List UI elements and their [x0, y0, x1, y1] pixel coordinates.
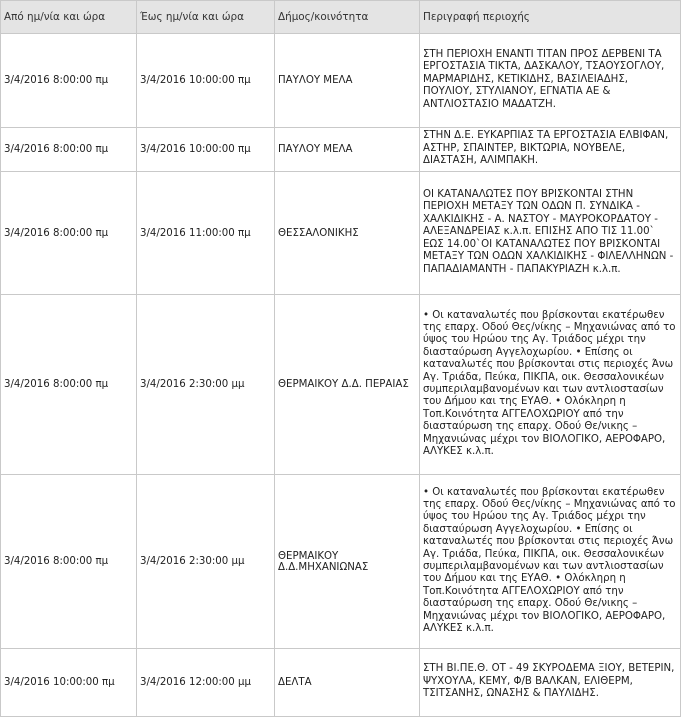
- cell-description: ΣΤΗ ΒΙ.ΠΕ.Θ. ΟΤ - 49 ΣΚΥΡΟΔΕΜΑ ΞΙΟΥ, ΒΕΤΕΡΙΝ, ΨΥΧΟΥΛΑ, ΚΕΜΥ, Φ/Β ΒΑΛΚΑΝ, ΕΛΙΘΕΡΜ, ΤΣΙΤΣΑΝΗΣ, ΩΝΑΣΗΣ & ΠΑΥΛΙΔΗΣ.: [420, 649, 681, 717]
- cell-to: 3/4/2016 10:00:00 πμ: [137, 34, 275, 128]
- header-description: Περιγραφή περιοχής: [420, 1, 681, 34]
- cell-to: 3/4/2016 10:00:00 πμ: [137, 128, 275, 172]
- table-row: [1, 649, 681, 717]
- cell-from: 3/4/2016 8:00:00 πμ: [1, 475, 137, 649]
- table-row: [1, 172, 681, 295]
- cell-municipality: ΘΕΣΣΑΛΟΝΙΚΗΣ: [275, 172, 420, 295]
- header-to: Έως ημ/νία και ώρα: [137, 1, 275, 34]
- cell-municipality: ΠΑΥΛΟΥ ΜΕΛΑ: [275, 128, 420, 172]
- cell-from: 3/4/2016 8:00:00 πμ: [1, 172, 137, 295]
- cell-from: 3/4/2016 8:00:00 πμ: [1, 34, 137, 128]
- cell-to: 3/4/2016 2:30:00 μμ: [137, 475, 275, 649]
- cell-municipality: ΘΕΡΜΑΙΚΟΥ Δ.Δ. ΠΕΡΑΙΑΣ: [275, 295, 420, 475]
- cell-description: • Οι καταναλωτές που βρίσκονται εκατέρωθεν της επαρχ. Οδού Θες/νίκης – Μηχανιώνας από το ύψος του Ηρώου της Αγ. Τριάδος μέχρι την διασταύρωση Αγγελοχωρίου. • Επίσης οι καταναλωτές που βρίσκονται στις περιοχές Άνω Αγ. Τριάδα, Πεύκα, ΠΙΚΠΑ, οικ. Θεσσαλονικέων συμπεριλαμβανομένων και των αντλιοστασίων του Δήμου και της ΕΥΑΘ. • Ολόκληρη η Τοπ.Κοινότητα ΑΓΓΕΛΟΧΩΡΙΟΥ από την διασταύρωση της επαρχ. Οδού Θε/νικης – Μηχανιώνας μέχρι τον ΒΙΟΛΟΓΙΚΟ, ΑΕΡΟΦΑΡΟ, ΑΛΥΚΕΣ κ.λ.π.: [420, 475, 681, 649]
- cell-description: ΣΤΗΝ Δ.Ε. ΕΥΚΑΡΠΙΑΣ ΤΑ ΕΡΓΟΣΤΑΣΙΑ ΕΛΒΙΦΑΝ, ΑΣΤΗΡ, ΣΠΑΙΝΤΕΡ, ΒΙΚΤΩΡΙΑ, ΝΟΥΒΕΛΕ, ΔΙΑΣΤΑΣΗ, ΑΛΙΜΠΑΚΗ.: [420, 128, 681, 172]
- cell-to: 3/4/2016 12:00:00 μμ: [137, 649, 275, 717]
- cell-to: 3/4/2016 2:30:00 μμ: [137, 295, 275, 475]
- table-row: [1, 295, 681, 475]
- header-municipality: Δήμος/κοινότητα: [275, 1, 420, 34]
- cell-from: 3/4/2016 10:00:00 πμ: [1, 649, 137, 717]
- cell-from: 3/4/2016 8:00:00 πμ: [1, 295, 137, 475]
- table-header-row: [1, 1, 681, 34]
- cell-to: 3/4/2016 11:00:00 πμ: [137, 172, 275, 295]
- cell-description: ΣΤΗ ΠΕΡΙΟΧΗ ΕΝΑΝΤΙ ΤΙΤΑΝ ΠΡΟΣ ΔΕΡΒΕΝΙ ΤΑ ΕΡΓΟΣΤΑΣΙΑ ΤΙΚΤΑ, ΔΑΣΚΑΛΟΥ, ΤΣΑΟΥΣΟΓΛΟΥ, ΜΑΡΜΑΡΙΔΗΣ, ΚΕΤΙΚΙΔΗΣ, ΒΑΣΙΛΕΙΑΔΗΣ, ΠΟΥΛΙΟΥ, ΣΤΥΛΙΑΝΟΥ, ΕΓΝΑΤΙΑ ΑΕ & ΑΝΤΛΙΟΣΤΑΣΙΟ ΜΑΔΑΤΖΗ.: [420, 34, 681, 128]
- cell-description: • Οι καταναλωτές που βρίσκονται εκατέρωθεν της επαρχ. Οδού Θες/νίκης – Μηχανιώνας από το ύψος του Ηρώου της Αγ. Τριάδος μέχρι την διασταύρωση Αγγελοχωρίου. • Επίσης οι καταναλωτές που βρίσκονται στις περιοχές Άνω Αγ. Τριάδα, Πεύκα, ΠΙΚΠΑ, οικ. Θεσσαλονικέων συμπεριλαμβανομένων και των αντλιοστασίων του Δήμου και της ΕΥΑΘ. • Ολόκληρη η Τοπ.Κοινότητα ΑΓΓΕΛΟΧΩΡΙΟΥ από την διασταύρωση της επαρχ. Οδού Θε/νικης – Μηχανιώνας μέχρι τον ΒΙΟΛΟΓΙΚΟ, ΑΕΡΟΦΑΡΟ, ΑΛΥΚΕΣ κ.λ.π.: [420, 295, 681, 475]
- cell-description: ΟΙ ΚΑΤΑΝΑΛΩΤΕΣ ΠΟΥ ΒΡΙΣΚΟΝΤΑΙ ΣΤΗΝ ΠΕΡΙΟΧΗ ΜΕΤΑΞΥ ΤΩΝ ΟΔΩΝ Π. ΣΥΝΔΙΚΑ - ΧΑΛΚΙΔΙΚΗΣ - Α. ΝΑΣΤΟΥ - ΜΑΥΡΟΚΟΡΔΑΤΟΥ - ΑΛΕΞΑΝΔΡΕΙΑΣ κ.λ.π. ΕΠΙΣΗΣ ΑΠΟ ΤΙΣ 11.00` ΕΩΣ 14.00`ΟΙ ΚΑΤΑΝΑΛΩΤΕΣ ΠΟΥ ΒΡΙΣΚΟΝΤΑΙ ΜΕΤΑΞΥ ΤΩΝ ΟΔΩΝ ΧΑΛΚΙΔΙΚΗΣ - ΦΙΛΕΛΛΗΝΩΝ - ΠΑΠΑΔΙΑΜΑΝΤΗ - ΠΑΠΑΚΥΡΙΑΖΗ κ.λ.π.: [420, 172, 681, 295]
- table-row: [1, 34, 681, 128]
- header-from: Από ημ/νία και ώρα: [1, 1, 137, 34]
- cell-municipality: ΔΕΛΤΑ: [275, 649, 420, 717]
- table-row: [1, 128, 681, 172]
- table-row: [1, 475, 681, 649]
- cell-municipality: ΘΕΡΜΑΙΚΟΥ Δ.Δ.ΜΗΧΑΝΙΩΝΑΣ: [275, 475, 420, 649]
- cell-municipality: ΠΑΥΛΟΥ ΜΕΛΑ: [275, 34, 420, 128]
- cell-from: 3/4/2016 8:00:00 πμ: [1, 128, 137, 172]
